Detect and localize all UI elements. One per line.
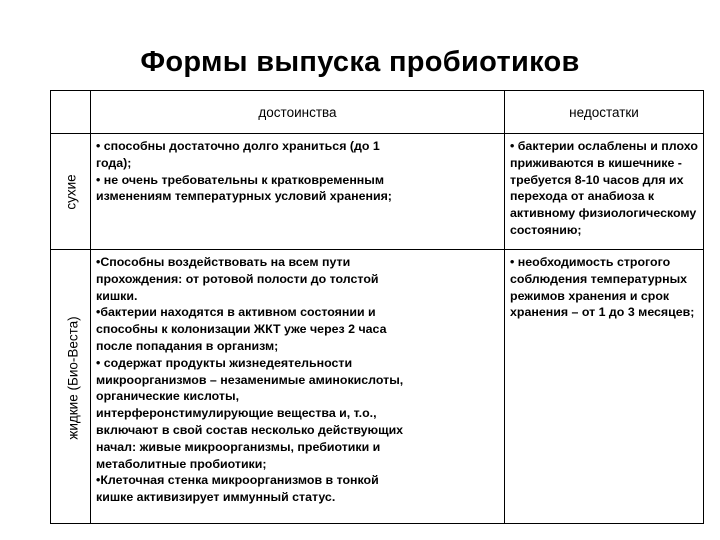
row-label-cell-dry (50, 133, 90, 250)
header-advantages (90, 90, 505, 134)
text-line: требуется 8-10 часов для их (510, 172, 684, 187)
text-line: • способны достаточно долго храниться (до 1 (96, 139, 380, 153)
text-line: прохождения: от ротовой полости до толстой (96, 271, 379, 286)
disadvantages-cell-dry (504, 133, 704, 250)
header-advantages-label: достоинства (258, 104, 337, 120)
header-disadvantages-label: недостатки (569, 104, 639, 120)
text-line: способны к колонизации ЖКТ уже через 2 часа (96, 322, 387, 337)
row-label-dry: сухие (63, 174, 79, 210)
page-title: Формы выпуска пробиотиков (140, 46, 580, 78)
text-line: активному физиологическому (510, 206, 697, 221)
text-line: кишке активизирует иммунный статус. (96, 490, 336, 505)
text-line: • бактерии ослаблены и плохо (510, 139, 698, 153)
text-line: изменениям температурных условий хранения; (96, 189, 392, 204)
text-line: •Клеточная стенка микроорганизмов в тонкой (96, 473, 379, 488)
text-line: состоянию; (510, 222, 582, 237)
text-line: кишки. (96, 288, 138, 303)
header-disadvantages (504, 90, 704, 134)
text-line: •Способны воздействовать на всем пути (96, 255, 351, 269)
disadvantages-cell-liquid (504, 249, 704, 524)
text-line: приживаются в кишечнике - (510, 155, 682, 170)
text-line: начал: живые микроорганизмы, пребиотики и (96, 439, 381, 454)
text-line: • необходимость строгого (510, 255, 671, 269)
text-line: соблюдения температурных (510, 271, 688, 286)
text-line: • не очень требовательны к кратковременным (96, 172, 385, 187)
text-line: микроорганизмов – незаменимые аминокислоты, (96, 372, 404, 387)
corner-cell (50, 90, 90, 134)
row-label-cell-liquid (50, 249, 90, 524)
text-line: органические кислоты, (96, 389, 240, 404)
text-line: метаболитные пробиотики; (96, 456, 267, 471)
text-line: режимов хранения и срок (510, 288, 670, 303)
advantages-cell-dry (90, 133, 505, 250)
probiotic-forms-table (50, 90, 704, 524)
text-line: • содержат продукты жизнедеятельности (96, 355, 353, 370)
text-line: интерферонстимулирующие вещества и, т.о., (96, 406, 377, 421)
text-line: года); (96, 155, 132, 170)
text-line: хранения – от 1 до 3 месяцев; (510, 305, 695, 320)
text-line: перехода от анабиоза к (510, 189, 655, 204)
row-label-liquid: жидкие (Био-Веста) (65, 316, 81, 440)
text-line: включают в свой состав несколько действующих (96, 422, 404, 437)
text-line: после попадания в организм; (96, 338, 279, 353)
advantages-cell-liquid (90, 249, 505, 524)
text-line: •бактерии находятся в активном состоянии и (96, 305, 376, 320)
